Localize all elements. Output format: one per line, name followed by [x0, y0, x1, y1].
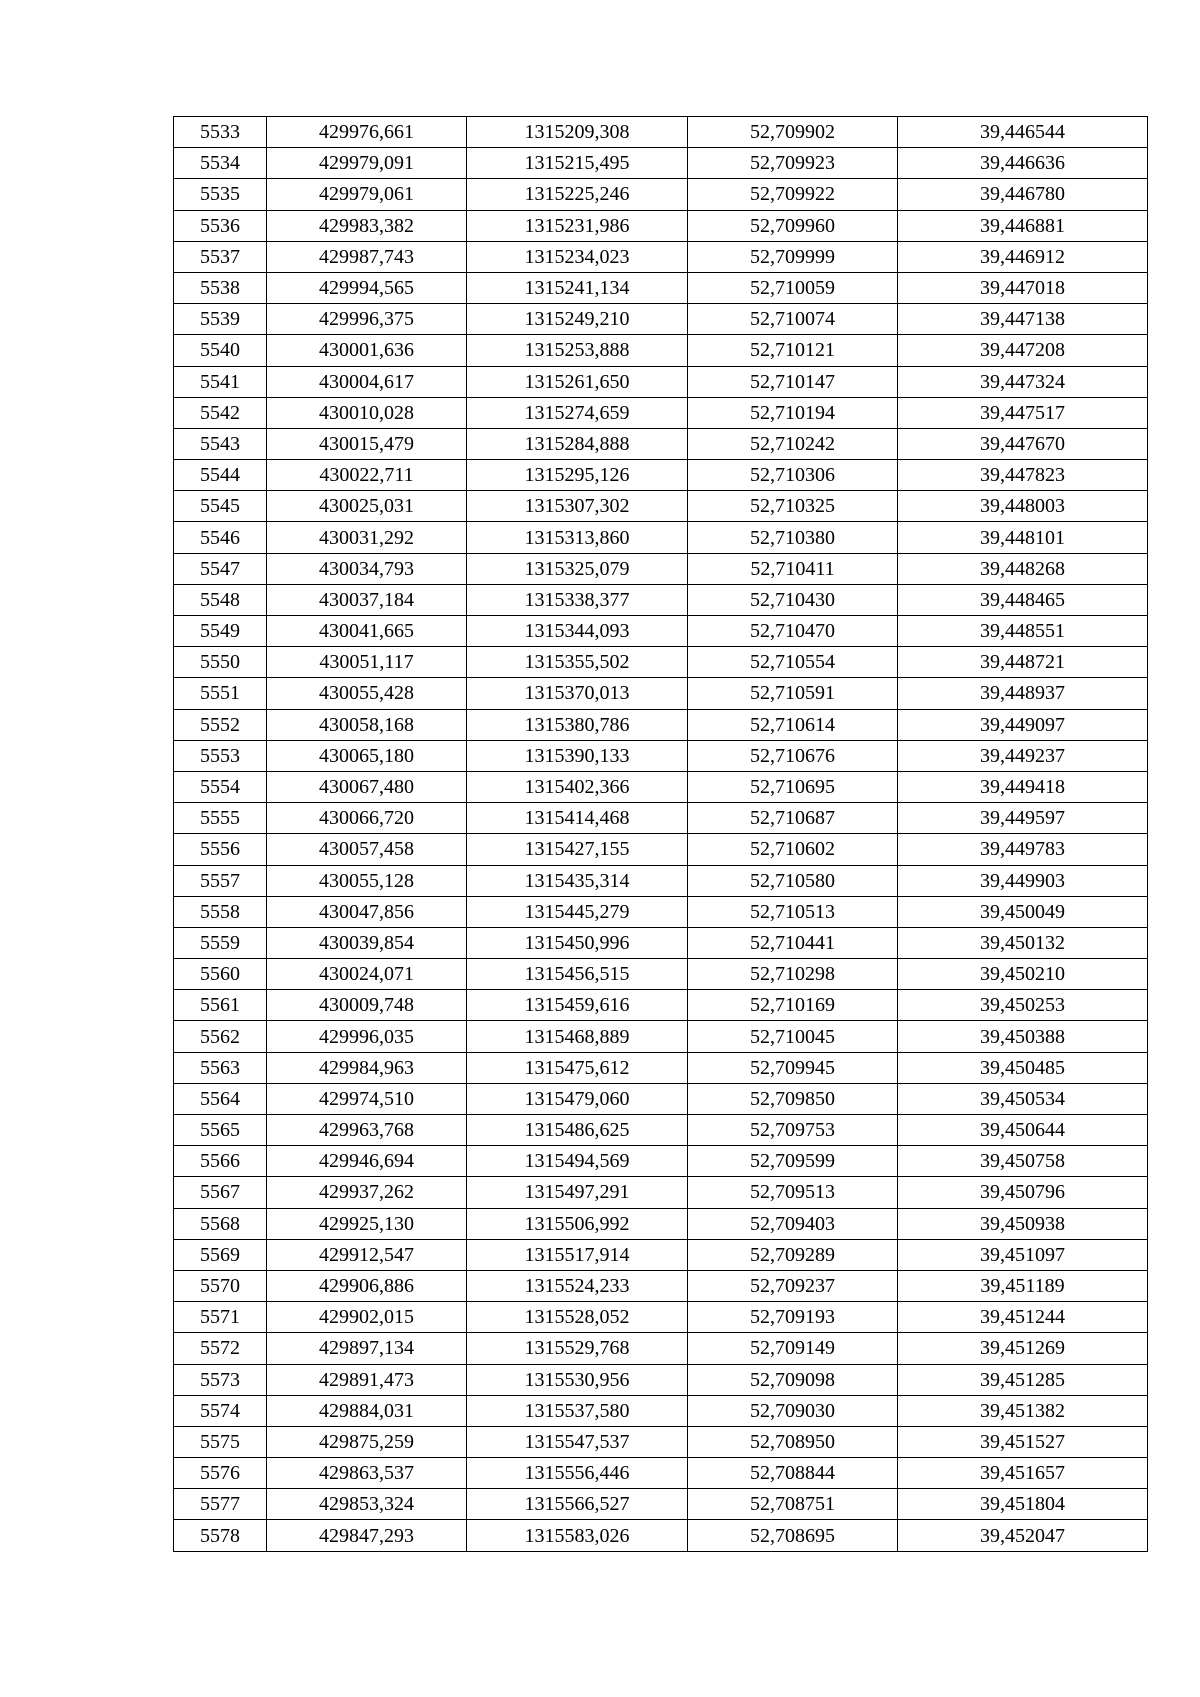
y-coordinate-cell: 1315547,537 [467, 1426, 688, 1457]
latitude-cell: 52,709193 [688, 1302, 898, 1333]
latitude-cell: 52,710602 [688, 834, 898, 865]
y-coordinate-cell: 1315459,616 [467, 990, 688, 1021]
latitude-cell: 52,710614 [688, 709, 898, 740]
point-number-cell: 5536 [174, 210, 267, 241]
table-row [174, 709, 1148, 740]
latitude-cell: 52,709237 [688, 1270, 898, 1301]
point-number-cell: 5569 [174, 1239, 267, 1270]
longitude-cell: 39,451382 [898, 1395, 1148, 1426]
point-number-cell: 5571 [174, 1302, 267, 1333]
table-row [174, 397, 1148, 428]
x-coordinate-cell: 429976,661 [267, 117, 467, 148]
coordinates-table-body [174, 117, 1148, 1552]
longitude-cell: 39,450758 [898, 1146, 1148, 1177]
point-number-cell: 5550 [174, 647, 267, 678]
x-coordinate-cell: 429863,537 [267, 1458, 467, 1489]
latitude-cell: 52,709850 [688, 1083, 898, 1114]
table-row [174, 241, 1148, 272]
point-number-cell: 5535 [174, 179, 267, 210]
table-row [174, 678, 1148, 709]
table-row [174, 1208, 1148, 1239]
x-coordinate-cell: 429897,134 [267, 1333, 467, 1364]
latitude-cell: 52,710169 [688, 990, 898, 1021]
x-coordinate-cell: 429946,694 [267, 1146, 467, 1177]
x-coordinate-cell: 430055,428 [267, 678, 467, 709]
longitude-cell: 39,451804 [898, 1489, 1148, 1520]
y-coordinate-cell: 1315435,314 [467, 865, 688, 896]
table-row [174, 428, 1148, 459]
y-coordinate-cell: 1315344,093 [467, 616, 688, 647]
point-number-cell: 5561 [174, 990, 267, 1021]
longitude-cell: 39,447018 [898, 272, 1148, 303]
y-coordinate-cell: 1315209,308 [467, 117, 688, 148]
y-coordinate-cell: 1315274,659 [467, 397, 688, 428]
x-coordinate-cell: 429996,035 [267, 1021, 467, 1052]
latitude-cell: 52,709030 [688, 1395, 898, 1426]
y-coordinate-cell: 1315529,768 [467, 1333, 688, 1364]
longitude-cell: 39,450938 [898, 1208, 1148, 1239]
y-coordinate-cell: 1315225,246 [467, 179, 688, 210]
point-number-cell: 5570 [174, 1270, 267, 1301]
longitude-cell: 39,450644 [898, 1115, 1148, 1146]
point-number-cell: 5548 [174, 584, 267, 615]
longitude-cell: 39,451244 [898, 1302, 1148, 1333]
latitude-cell: 52,709960 [688, 210, 898, 241]
y-coordinate-cell: 1315506,992 [467, 1208, 688, 1239]
table-row [174, 179, 1148, 210]
point-number-cell: 5554 [174, 771, 267, 802]
point-number-cell: 5557 [174, 865, 267, 896]
latitude-cell: 52,709098 [688, 1364, 898, 1395]
point-number-cell: 5572 [174, 1333, 267, 1364]
latitude-cell: 52,709599 [688, 1146, 898, 1177]
latitude-cell: 52,709753 [688, 1115, 898, 1146]
longitude-cell: 39,446912 [898, 241, 1148, 272]
longitude-cell: 39,451097 [898, 1239, 1148, 1270]
x-coordinate-cell: 430024,071 [267, 959, 467, 990]
y-coordinate-cell: 1315468,889 [467, 1021, 688, 1052]
latitude-cell: 52,710695 [688, 771, 898, 802]
longitude-cell: 39,449783 [898, 834, 1148, 865]
y-coordinate-cell: 1315456,515 [467, 959, 688, 990]
y-coordinate-cell: 1315253,888 [467, 335, 688, 366]
point-number-cell: 5552 [174, 709, 267, 740]
longitude-cell: 39,446636 [898, 148, 1148, 179]
table-row [174, 771, 1148, 802]
y-coordinate-cell: 1315325,079 [467, 553, 688, 584]
y-coordinate-cell: 1315215,495 [467, 148, 688, 179]
table-row [174, 1083, 1148, 1114]
longitude-cell: 39,447670 [898, 428, 1148, 459]
table-row [174, 460, 1148, 491]
point-number-cell: 5564 [174, 1083, 267, 1114]
table-row [174, 959, 1148, 990]
point-number-cell: 5538 [174, 272, 267, 303]
longitude-cell: 39,448551 [898, 616, 1148, 647]
latitude-cell: 52,710194 [688, 397, 898, 428]
y-coordinate-cell: 1315295,126 [467, 460, 688, 491]
point-number-cell: 5574 [174, 1395, 267, 1426]
longitude-cell: 39,450132 [898, 927, 1148, 958]
y-coordinate-cell: 1315445,279 [467, 896, 688, 927]
point-number-cell: 5533 [174, 117, 267, 148]
table-row [174, 740, 1148, 771]
x-coordinate-cell: 429875,259 [267, 1426, 467, 1457]
y-coordinate-cell: 1315479,060 [467, 1083, 688, 1114]
point-number-cell: 5567 [174, 1177, 267, 1208]
latitude-cell: 52,710325 [688, 491, 898, 522]
x-coordinate-cell: 430047,856 [267, 896, 467, 927]
table-row [174, 1177, 1148, 1208]
longitude-cell: 39,450388 [898, 1021, 1148, 1052]
table-row [174, 927, 1148, 958]
point-number-cell: 5543 [174, 428, 267, 459]
y-coordinate-cell: 1315537,580 [467, 1395, 688, 1426]
y-coordinate-cell: 1315494,569 [467, 1146, 688, 1177]
point-number-cell: 5565 [174, 1115, 267, 1146]
table-row [174, 1364, 1148, 1395]
y-coordinate-cell: 1315355,502 [467, 647, 688, 678]
x-coordinate-cell: 430010,028 [267, 397, 467, 428]
point-number-cell: 5566 [174, 1146, 267, 1177]
y-coordinate-cell: 1315261,650 [467, 366, 688, 397]
y-coordinate-cell: 1315284,888 [467, 428, 688, 459]
table-row [174, 1146, 1148, 1177]
longitude-cell: 39,447324 [898, 366, 1148, 397]
longitude-cell: 39,449903 [898, 865, 1148, 896]
latitude-cell: 52,709945 [688, 1052, 898, 1083]
y-coordinate-cell: 1315390,133 [467, 740, 688, 771]
x-coordinate-cell: 429983,382 [267, 210, 467, 241]
x-coordinate-cell: 429884,031 [267, 1395, 467, 1426]
x-coordinate-cell: 430051,117 [267, 647, 467, 678]
longitude-cell: 39,447823 [898, 460, 1148, 491]
x-coordinate-cell: 430039,854 [267, 927, 467, 958]
table-row [174, 1270, 1148, 1301]
latitude-cell: 52,709289 [688, 1239, 898, 1270]
x-coordinate-cell: 429996,375 [267, 304, 467, 335]
table-row [174, 491, 1148, 522]
point-number-cell: 5545 [174, 491, 267, 522]
table-row [174, 522, 1148, 553]
table-row [174, 1426, 1148, 1457]
table-row [174, 647, 1148, 678]
latitude-cell: 52,710687 [688, 803, 898, 834]
table-row [174, 584, 1148, 615]
point-number-cell: 5558 [174, 896, 267, 927]
point-number-cell: 5556 [174, 834, 267, 865]
point-number-cell: 5537 [174, 241, 267, 272]
latitude-cell: 52,709902 [688, 117, 898, 148]
y-coordinate-cell: 1315450,996 [467, 927, 688, 958]
latitude-cell: 52,709513 [688, 1177, 898, 1208]
x-coordinate-cell: 429984,963 [267, 1052, 467, 1083]
latitude-cell: 52,710242 [688, 428, 898, 459]
latitude-cell: 52,710513 [688, 896, 898, 927]
longitude-cell: 39,451189 [898, 1270, 1148, 1301]
point-number-cell: 5541 [174, 366, 267, 397]
table-row [174, 1520, 1148, 1551]
latitude-cell: 52,710591 [688, 678, 898, 709]
x-coordinate-cell: 430031,292 [267, 522, 467, 553]
x-coordinate-cell: 429937,262 [267, 1177, 467, 1208]
point-number-cell: 5553 [174, 740, 267, 771]
latitude-cell: 52,710059 [688, 272, 898, 303]
latitude-cell: 52,710306 [688, 460, 898, 491]
y-coordinate-cell: 1315307,302 [467, 491, 688, 522]
point-number-cell: 5562 [174, 1021, 267, 1052]
latitude-cell: 52,708844 [688, 1458, 898, 1489]
table-row [174, 553, 1148, 584]
latitude-cell: 52,710298 [688, 959, 898, 990]
table-row [174, 1302, 1148, 1333]
x-coordinate-cell: 430057,458 [267, 834, 467, 865]
x-coordinate-cell: 429847,293 [267, 1520, 467, 1551]
y-coordinate-cell: 1315414,468 [467, 803, 688, 834]
latitude-cell: 52,710147 [688, 366, 898, 397]
longitude-cell: 39,448721 [898, 647, 1148, 678]
table-row [174, 1239, 1148, 1270]
x-coordinate-cell: 430022,711 [267, 460, 467, 491]
point-number-cell: 5560 [174, 959, 267, 990]
point-number-cell: 5547 [174, 553, 267, 584]
x-coordinate-cell: 430025,031 [267, 491, 467, 522]
point-number-cell: 5539 [174, 304, 267, 335]
x-coordinate-cell: 429979,091 [267, 148, 467, 179]
longitude-cell: 39,448268 [898, 553, 1148, 584]
longitude-cell: 39,448465 [898, 584, 1148, 615]
x-coordinate-cell: 429853,324 [267, 1489, 467, 1520]
table-row [174, 210, 1148, 241]
y-coordinate-cell: 1315486,625 [467, 1115, 688, 1146]
x-coordinate-cell: 430009,748 [267, 990, 467, 1021]
point-number-cell: 5544 [174, 460, 267, 491]
longitude-cell: 39,451285 [898, 1364, 1148, 1395]
point-number-cell: 5563 [174, 1052, 267, 1083]
table-row [174, 304, 1148, 335]
y-coordinate-cell: 1315517,914 [467, 1239, 688, 1270]
longitude-cell: 39,451527 [898, 1426, 1148, 1457]
y-coordinate-cell: 1315583,026 [467, 1520, 688, 1551]
longitude-cell: 39,451269 [898, 1333, 1148, 1364]
x-coordinate-cell: 430058,168 [267, 709, 467, 740]
point-number-cell: 5576 [174, 1458, 267, 1489]
longitude-cell: 39,451657 [898, 1458, 1148, 1489]
table-row [174, 834, 1148, 865]
latitude-cell: 52,709403 [688, 1208, 898, 1239]
y-coordinate-cell: 1315234,023 [467, 241, 688, 272]
longitude-cell: 39,452047 [898, 1520, 1148, 1551]
latitude-cell: 52,708751 [688, 1489, 898, 1520]
x-coordinate-cell: 430037,184 [267, 584, 467, 615]
table-row [174, 803, 1148, 834]
y-coordinate-cell: 1315313,860 [467, 522, 688, 553]
point-number-cell: 5555 [174, 803, 267, 834]
table-row [174, 1021, 1148, 1052]
x-coordinate-cell: 429987,743 [267, 241, 467, 272]
latitude-cell: 52,709923 [688, 148, 898, 179]
longitude-cell: 39,450796 [898, 1177, 1148, 1208]
coordinates-table [173, 116, 1148, 1552]
x-coordinate-cell: 429994,565 [267, 272, 467, 303]
y-coordinate-cell: 1315370,013 [467, 678, 688, 709]
table-row [174, 990, 1148, 1021]
table-row [174, 1489, 1148, 1520]
y-coordinate-cell: 1315231,986 [467, 210, 688, 241]
longitude-cell: 39,448101 [898, 522, 1148, 553]
longitude-cell: 39,447208 [898, 335, 1148, 366]
x-coordinate-cell: 430065,180 [267, 740, 467, 771]
x-coordinate-cell: 429912,547 [267, 1239, 467, 1270]
table-row [174, 1458, 1148, 1489]
x-coordinate-cell: 430015,479 [267, 428, 467, 459]
latitude-cell: 52,709149 [688, 1333, 898, 1364]
longitude-cell: 39,449237 [898, 740, 1148, 771]
table-row [174, 896, 1148, 927]
longitude-cell: 39,446881 [898, 210, 1148, 241]
point-number-cell: 5540 [174, 335, 267, 366]
latitude-cell: 52,710580 [688, 865, 898, 896]
longitude-cell: 39,447517 [898, 397, 1148, 428]
latitude-cell: 52,709999 [688, 241, 898, 272]
longitude-cell: 39,450534 [898, 1083, 1148, 1114]
longitude-cell: 39,450210 [898, 959, 1148, 990]
longitude-cell: 39,448003 [898, 491, 1148, 522]
longitude-cell: 39,450253 [898, 990, 1148, 1021]
point-number-cell: 5551 [174, 678, 267, 709]
y-coordinate-cell: 1315556,446 [467, 1458, 688, 1489]
x-coordinate-cell: 430055,128 [267, 865, 467, 896]
latitude-cell: 52,710470 [688, 616, 898, 647]
y-coordinate-cell: 1315427,155 [467, 834, 688, 865]
table-row [174, 117, 1148, 148]
latitude-cell: 52,710121 [688, 335, 898, 366]
x-coordinate-cell: 430041,665 [267, 616, 467, 647]
point-number-cell: 5578 [174, 1520, 267, 1551]
table-row [174, 1052, 1148, 1083]
y-coordinate-cell: 1315380,786 [467, 709, 688, 740]
latitude-cell: 52,710411 [688, 553, 898, 584]
x-coordinate-cell: 429979,061 [267, 179, 467, 210]
latitude-cell: 52,710380 [688, 522, 898, 553]
point-number-cell: 5549 [174, 616, 267, 647]
x-coordinate-cell: 429902,015 [267, 1302, 467, 1333]
point-number-cell: 5577 [174, 1489, 267, 1520]
table-row [174, 366, 1148, 397]
x-coordinate-cell: 429906,886 [267, 1270, 467, 1301]
latitude-cell: 52,710676 [688, 740, 898, 771]
table-row [174, 272, 1148, 303]
y-coordinate-cell: 1315524,233 [467, 1270, 688, 1301]
latitude-cell: 52,708695 [688, 1520, 898, 1551]
table-row [174, 865, 1148, 896]
latitude-cell: 52,710554 [688, 647, 898, 678]
y-coordinate-cell: 1315566,527 [467, 1489, 688, 1520]
point-number-cell: 5559 [174, 927, 267, 958]
x-coordinate-cell: 429974,510 [267, 1083, 467, 1114]
x-coordinate-cell: 430034,793 [267, 553, 467, 584]
point-number-cell: 5546 [174, 522, 267, 553]
y-coordinate-cell: 1315497,291 [467, 1177, 688, 1208]
point-number-cell: 5573 [174, 1364, 267, 1395]
latitude-cell: 52,710430 [688, 584, 898, 615]
latitude-cell: 52,708950 [688, 1426, 898, 1457]
longitude-cell: 39,447138 [898, 304, 1148, 335]
longitude-cell: 39,450485 [898, 1052, 1148, 1083]
y-coordinate-cell: 1315530,956 [467, 1364, 688, 1395]
y-coordinate-cell: 1315475,612 [467, 1052, 688, 1083]
longitude-cell: 39,446544 [898, 117, 1148, 148]
longitude-cell: 39,449418 [898, 771, 1148, 802]
y-coordinate-cell: 1315338,377 [467, 584, 688, 615]
longitude-cell: 39,448937 [898, 678, 1148, 709]
x-coordinate-cell: 430067,480 [267, 771, 467, 802]
x-coordinate-cell: 430001,636 [267, 335, 467, 366]
point-number-cell: 5542 [174, 397, 267, 428]
latitude-cell: 52,710045 [688, 1021, 898, 1052]
longitude-cell: 39,446780 [898, 179, 1148, 210]
latitude-cell: 52,709922 [688, 179, 898, 210]
x-coordinate-cell: 430066,720 [267, 803, 467, 834]
y-coordinate-cell: 1315241,134 [467, 272, 688, 303]
table-row [174, 1333, 1148, 1364]
x-coordinate-cell: 429963,768 [267, 1115, 467, 1146]
latitude-cell: 52,710074 [688, 304, 898, 335]
latitude-cell: 52,710441 [688, 927, 898, 958]
table-row [174, 616, 1148, 647]
table-row [174, 1395, 1148, 1426]
longitude-cell: 39,450049 [898, 896, 1148, 927]
point-number-cell: 5568 [174, 1208, 267, 1239]
y-coordinate-cell: 1315528,052 [467, 1302, 688, 1333]
point-number-cell: 5575 [174, 1426, 267, 1457]
longitude-cell: 39,449097 [898, 709, 1148, 740]
x-coordinate-cell: 429925,130 [267, 1208, 467, 1239]
table-row [174, 335, 1148, 366]
x-coordinate-cell: 430004,617 [267, 366, 467, 397]
y-coordinate-cell: 1315402,366 [467, 771, 688, 802]
longitude-cell: 39,449597 [898, 803, 1148, 834]
table-row [174, 1115, 1148, 1146]
y-coordinate-cell: 1315249,210 [467, 304, 688, 335]
table-row [174, 148, 1148, 179]
x-coordinate-cell: 429891,473 [267, 1364, 467, 1395]
point-number-cell: 5534 [174, 148, 267, 179]
